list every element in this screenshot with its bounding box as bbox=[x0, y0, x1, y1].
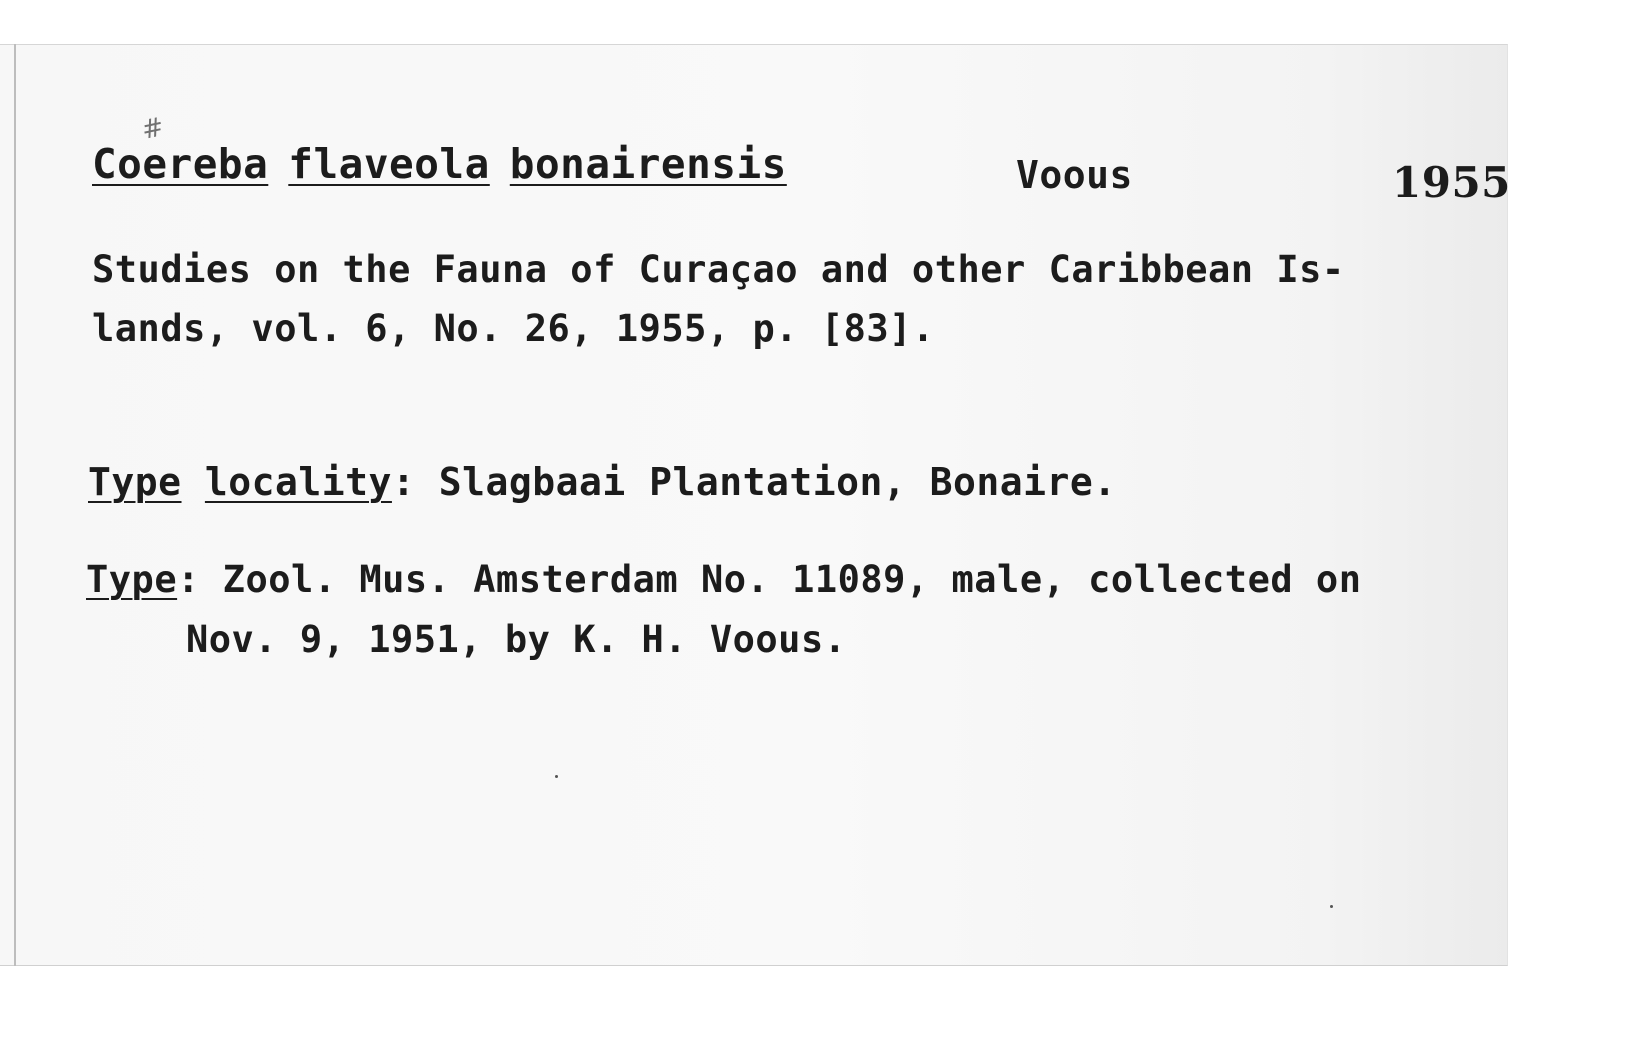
handwritten-hash-mark: # bbox=[139, 112, 167, 146]
type-locality-value: Slagbaai Plantation, Bonaire. bbox=[438, 460, 1117, 504]
publication-year: 1955 bbox=[1392, 158, 1511, 207]
type-locality-colon: : bbox=[391, 460, 416, 504]
species-name: flaveola bbox=[288, 140, 490, 188]
type-label: Type bbox=[86, 558, 178, 601]
author-name: Voous bbox=[1016, 153, 1133, 197]
type-specimen-text-1: Zool. Mus. Amsterdam No. 11089, male, collected on bbox=[222, 558, 1362, 601]
reference-line-2: lands, vol. 6, No. 26, 1955, p. [83]. bbox=[92, 307, 935, 350]
type-locality-label-word2: locality bbox=[204, 460, 392, 504]
type-locality-label-word1: Type bbox=[88, 460, 182, 504]
type-colon: : bbox=[177, 558, 200, 601]
scan-speck bbox=[1330, 905, 1333, 908]
type-specimen-line-1 bbox=[86, 558, 1361, 601]
genus-name: Coereba bbox=[92, 140, 269, 188]
scan-speck bbox=[555, 775, 558, 778]
type-specimen-line-2: Nov. 9, 1951, by K. H. Voous. bbox=[186, 618, 847, 661]
card-edge-shadow bbox=[14, 44, 16, 966]
reference-line-1: Studies on the Fauna of Curaçao and other Caribbean Is- bbox=[92, 248, 1345, 291]
type-locality bbox=[88, 460, 1117, 504]
subspecies-name: bonairensis bbox=[509, 140, 787, 188]
taxon-name bbox=[92, 140, 787, 188]
